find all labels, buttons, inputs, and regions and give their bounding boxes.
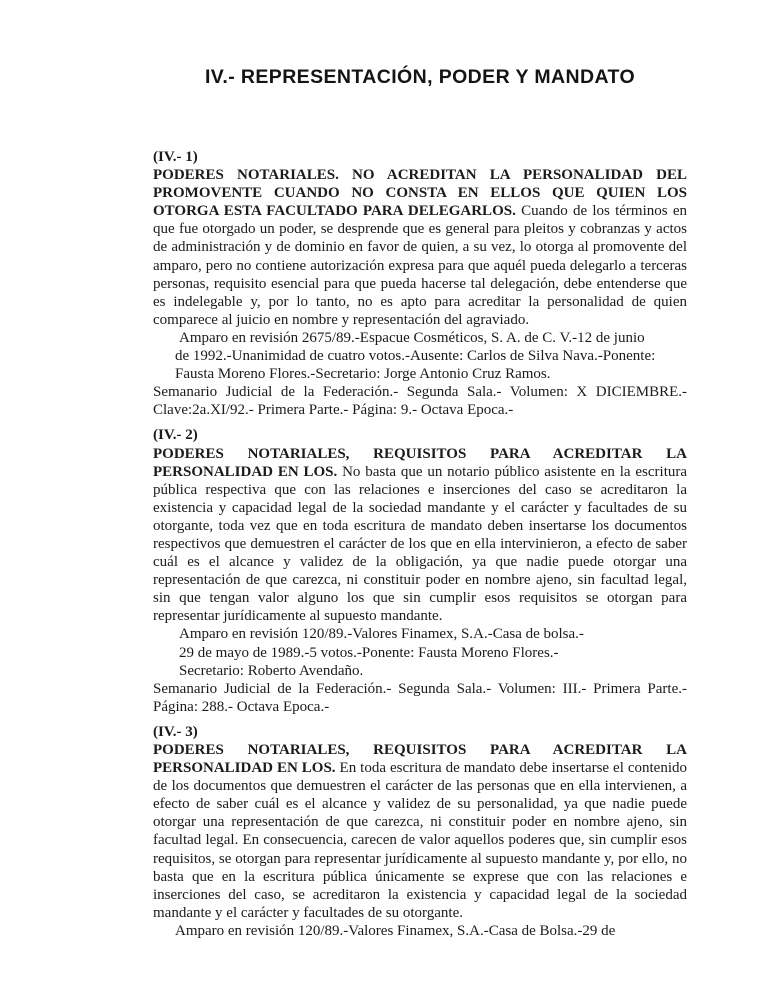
section-iv-2 bbox=[153, 426, 687, 716]
citation-line: Secretario: Roberto Avendaño. bbox=[179, 662, 364, 679]
ruling-paragraph bbox=[153, 741, 687, 922]
source-reference: Semanario Judicial de la Federación.- Segunda Sala.- Volumen: III.- Primera Parte.- Página: 288.- Octava Epoca.- bbox=[153, 680, 687, 715]
ruling-text: Cuando de los términos en que fue otorgado un poder, se desprende que es general para pleitos y cobranzas y actos de administración y de dominio en favor de quien, a su vez, lo otorga al promovente del amparo, pero no contiene autorización expresa para que aquél pueda delegarlo a terceras personas, requisito esencial para que pueda hacerse tal delegación, debe entenderse que es indelegable y, por lo tanto, no es apto para acreditar la personalidad de quien comparece al juicio en nombre y representación del agraviado. bbox=[153, 203, 687, 328]
section-iv-1 bbox=[153, 148, 687, 419]
section-label: (IV.- 1) bbox=[153, 149, 198, 165]
section-label: (IV.- 3) bbox=[153, 723, 198, 740]
source-reference: Semanario Judicial de la Federación.- Segunda Sala.- Volumen: X DICIEMBRE.- Clave:2a.XI/92.- Primera Parte.- Página: 9.- Octava Epoca.- bbox=[153, 384, 687, 419]
ruling-paragraph bbox=[153, 166, 687, 329]
citation-line: Fausta Moreno Flores.-Secretario: Jorge Antonio Cruz Ramos. bbox=[175, 366, 551, 383]
ruling-heading: PODERES NOTARIALES, REQUISITOS PARA ACREDITAR LA PERSONALIDAD EN LOS. bbox=[153, 445, 687, 480]
citation-line: Amparo en revisión 120/89.-Valores Finamex, S.A.-Casa de Bolsa.-29 de bbox=[175, 922, 616, 939]
section-label: (IV.- 2) bbox=[153, 427, 198, 444]
ruling-text: En toda escritura de mandato debe insertarse el contenido de los documentos que demuestren el carácter de las personas que en ella intervienen, a efecto de saber cuál es el alcance y validez de su personalidad, ya que nadie puede otorgar una representación de que carezca, ni constituir poder en nombre ajeno, sin facultad legal. En consecuencia, carecen de valor aquellos poderes que, sin cumplir esos requisitos, se otorgan para representar jurídicamente al supuesto mandante y, por ello, no basta que en la escritura pública únicamente se exprese que con las relaciones e inserciones del caso, se acreditaron la existencia y capacidad legal de la sociedad mandante y el carácter y facultades de su otorgante. bbox=[153, 760, 688, 921]
ruling-paragraph bbox=[153, 445, 687, 626]
ruling-heading: PODERES NOTARIALES, REQUISITOS PARA ACREDITAR LA PERSONALIDAD EN LOS. bbox=[153, 742, 687, 777]
ruling-text: No basta que un notario público asistente en la escritura pública respectiva que con las relaciones e inserciones del caso se acreditaron la existencia y capacidad legal de la sociedad mandante y el carácter y facultades de su otorgante, toda vez que en toda escritura de mandato deben insertarse los documentos respectivos que demuestren el carácter de los que en ella intervinieron, a efecto de saber cuál es el alcance y validez de la obligación, ya que nadie puede otorgar una representación de que carezca, ni constituir poder en nombre ajeno, sin facultad legal, sin que tengan valor alguno los que sin cumplir esos requisitos se otorgan para representar jurídicamente al supuesto mandante. bbox=[153, 463, 688, 625]
citation-line: Amparo en revisión 120/89.-Valores Finamex, S.A.-Casa de bolsa.- bbox=[179, 626, 584, 643]
citation-line: Amparo en revisión 2675/89.-Espacue Cosméticos, S. A. de C. V.-12 de junio bbox=[179, 329, 645, 346]
citation-line: 29 de mayo de 1989.-5 votos.-Ponente: Fausta Moreno Flores.- bbox=[179, 644, 559, 661]
document-title: IV.- REPRESENTACIÓN, PODER Y MANDATO bbox=[204, 66, 636, 88]
ruling-heading: PODERES NOTARIALES. NO ACREDITAN LA PERSONALIDAD DEL PROMOVENTE CUANDO NO CONSTA EN ELLOS QUE QUIEN LOS OTORGA ESTA FACULTADO PARA DELEGARLOS. bbox=[153, 167, 687, 220]
section-iv-3 bbox=[153, 723, 687, 940]
citation-line: de 1992.-Unanimidad de cuatro votos.-Ausente: Carlos de Silva Nava.-Ponente: bbox=[175, 348, 656, 365]
